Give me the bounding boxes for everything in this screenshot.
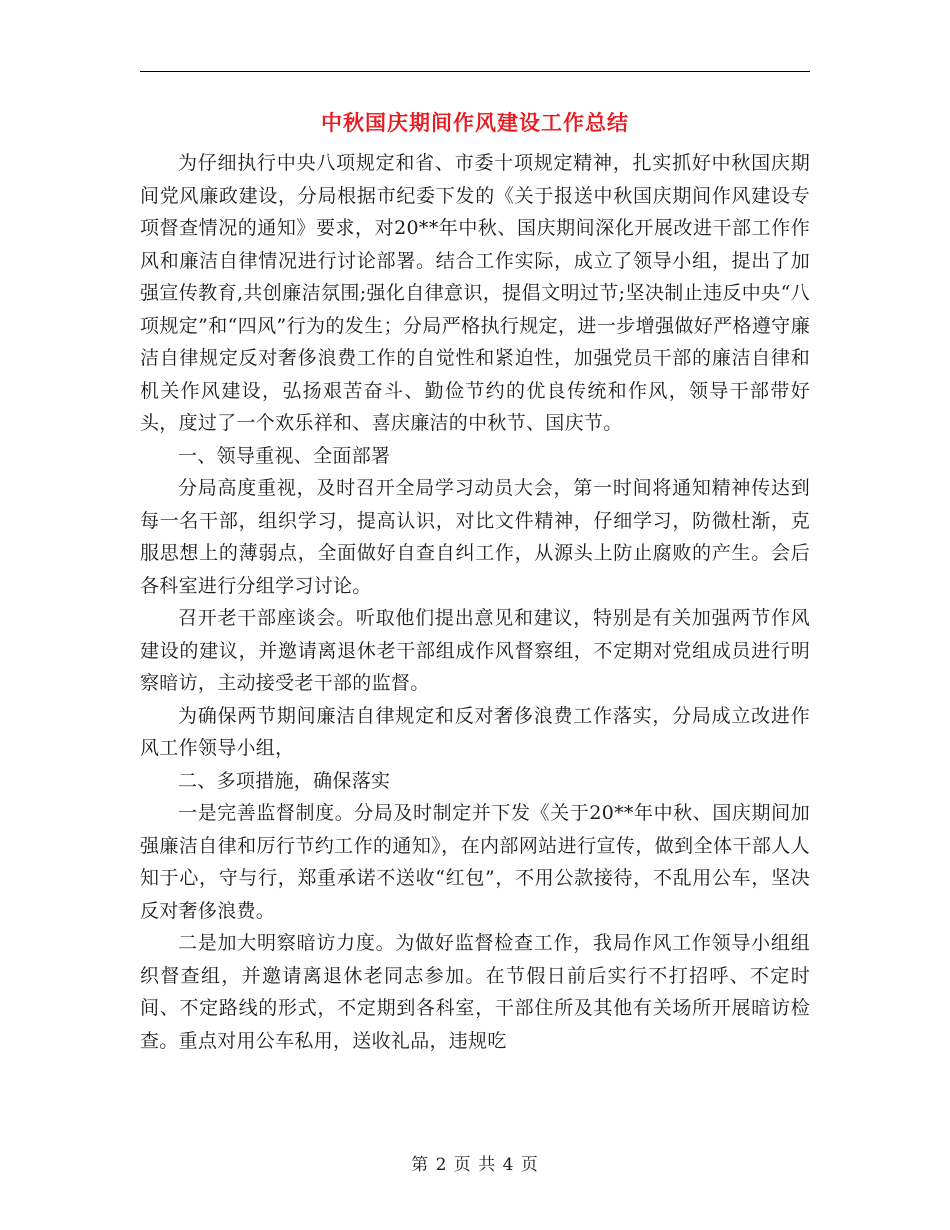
section-heading-2: 二、多项措施，确保落实 bbox=[178, 769, 391, 792]
paragraph-5: 二是加大明察暗访力度。为做好监督检查工作，我局作风工作领导小组组织督查组，并邀请离退休老同志参加。在节假日前后实行不打招呼、不定时间、不定路线的形式，不定期到各科室，干部住所及其他有关场所开展暗访检查。重点对用公车私用，送收礼品，违规吃 bbox=[140, 932, 810, 1052]
header-rule bbox=[140, 71, 810, 72]
page-footer bbox=[140, 1153, 810, 1177]
document-body bbox=[140, 147, 810, 1057]
footer-middle: 页 共 bbox=[453, 1155, 497, 1175]
footer-prefix: 第 bbox=[411, 1155, 430, 1175]
paragraph-4: 一是完善监督制度。分局及时制定并下发《关于20**年中秋、国庆期间加强廉洁自律和厉行节约工作的通知》，在内部网站进行宣传，做到全体干部人人知于心，守与行，郑重承诺不送收“红包”，不用公款接待，不乱用公车，坚决反对奢侈浪费。 bbox=[140, 802, 810, 922]
paragraph-1: 分局高度重视，及时召开全局学习动员大会，第一时间将通知精神传达到每一名干部，组织学习，提高认识，对比文件精神，仔细学习，防微杜渐，克服思想上的薄弱点，全面做好自查自纠工作，从源头上防止腐败的产生。会后各科室进行分组学习讨论。 bbox=[140, 477, 810, 597]
paragraph-intro: 为仔细执行中央八项规定和省、市委十项规定精神，扎实抓好中秋国庆期间党风廉政建设，分局根据市纪委下发的《关于报送中秋国庆期间作风建设专项督查情况的通知》要求，对20**年中秋、国庆期间深化开展改进干部工作作风和廉洁自律情况进行讨论部署。结合工作实际，成立了领导小组，提出了加强宣传教育,共创廉洁氛围;强化自律意识，提倡文明过节;坚决制止违反中央“八项规定”和“四风”行为的发生；分局严格执行规定，进一步增强做好严格遵守廉洁自律规定反对奢侈浪费工作的自觉性和紧迫性，加强党员干部的廉洁自律和机关作风建设，弘扬艰苦奋斗、勤俭节约的优良传统和作风，领导干部带好头，度过了一个欢乐祥和、喜庆廉洁的中秋节、国庆节。 bbox=[140, 152, 810, 434]
paragraph-3: 为确保两节期间廉洁自律规定和反对奢侈浪费工作落实，分局成立改进作风工作领导小组， bbox=[140, 704, 810, 759]
paragraph-2: 召开老干部座谈会。听取他们提出意见和建议，特别是有关加强两节作风建设的建议，并邀请离退休老干部组成作风督察组，不定期对党组成员进行明察暗访，主动接受老干部的监督。 bbox=[140, 607, 810, 694]
section-heading-1: 一、领导重视、全面部署 bbox=[178, 444, 391, 467]
document-title: 中秋国庆期间作风建设工作总结 bbox=[321, 111, 629, 135]
footer-suffix: 页 bbox=[520, 1155, 539, 1175]
footer-page-number: 2 bbox=[435, 1155, 448, 1175]
footer-total-pages: 4 bbox=[502, 1155, 515, 1175]
